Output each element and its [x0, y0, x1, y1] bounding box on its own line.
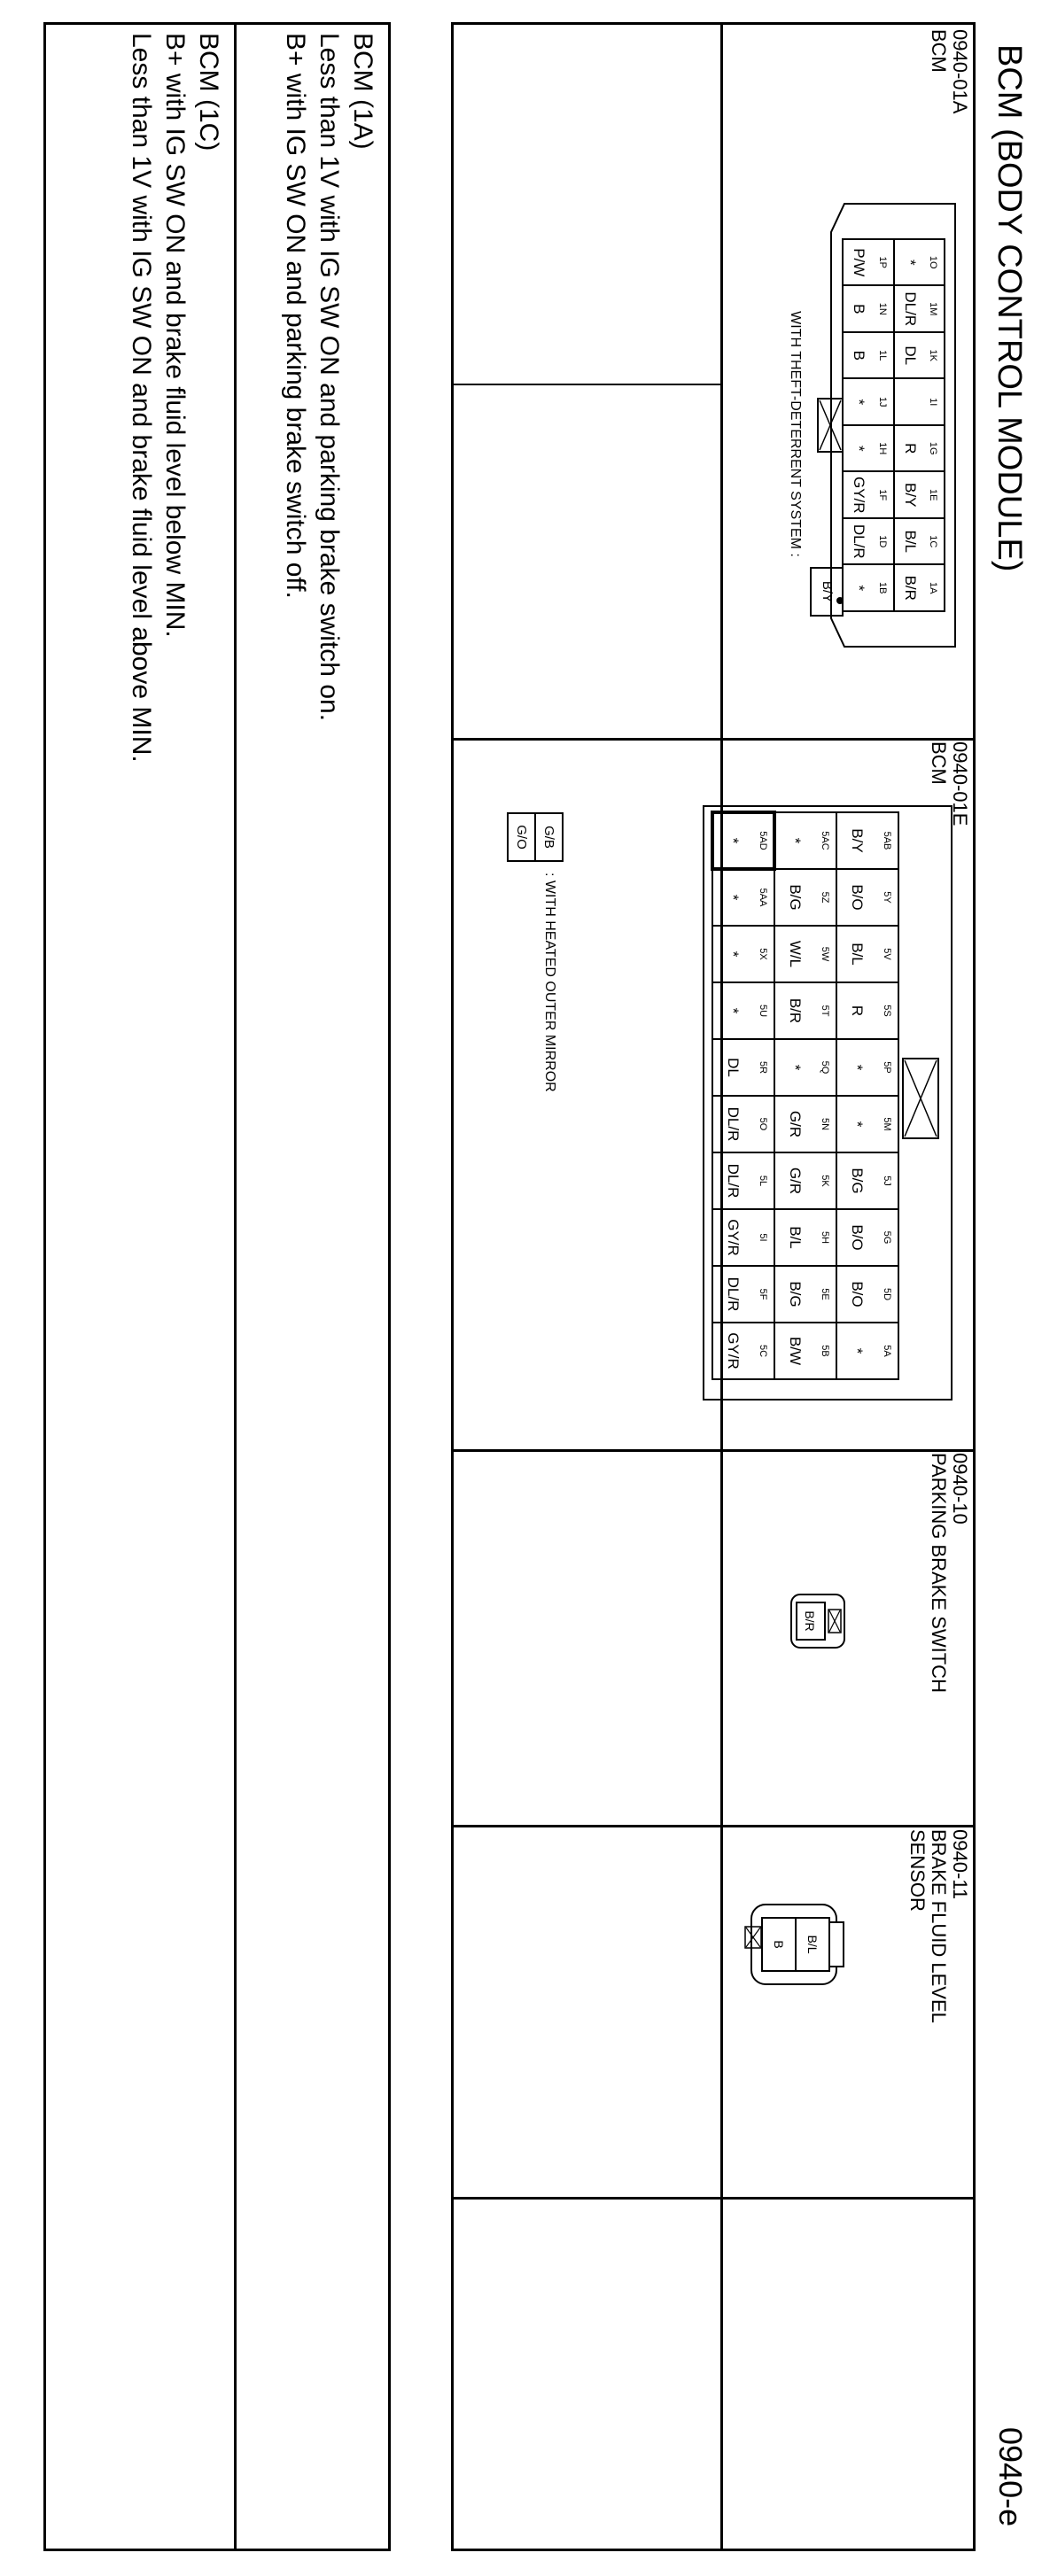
pin-number: 5W [820, 946, 830, 962]
pin-number: 5D [882, 1287, 892, 1301]
connector-name-01E: BCM [928, 741, 950, 785]
pin-number: 5M [882, 1117, 892, 1131]
pin-wire-color: * [787, 837, 804, 844]
pin-number: 5AD [758, 831, 768, 850]
pin-number: 5P [882, 1061, 892, 1074]
pin-number: 5N [820, 1117, 830, 1131]
pin-wire-color: B/L [902, 530, 919, 554]
pin-number: 5Y [882, 891, 892, 904]
pin-wire-color: B [851, 304, 867, 314]
pin-number: 5S [882, 1005, 892, 1017]
pin-wire-color: R [849, 1005, 866, 1017]
page-code: 0940-e [992, 2427, 1029, 2527]
connector-name-01A: BCM [928, 29, 950, 73]
pin-number: 1G [928, 441, 938, 455]
notes-divider [234, 25, 237, 2549]
pin-number: 5AA [758, 888, 768, 907]
pin-wire-color: B/Y [902, 483, 919, 508]
pin-number: 5B [820, 1345, 830, 1357]
heated-mirror-note: : WITH HEATED OUTER MIRROR [542, 873, 557, 1092]
pin-wire-color: DL/R [725, 1276, 742, 1312]
pin-number: 1A [928, 582, 938, 594]
pin-number: 5F [758, 1288, 768, 1300]
connector-code-01A: 0940-01A [949, 29, 971, 114]
pin-wire-color: B/Y [849, 828, 866, 853]
pin-wire-color: * [787, 1064, 804, 1071]
note-1-title: BCM (1A) [348, 33, 377, 150]
brake-fluid-wire-bl: B/L [805, 1935, 820, 1954]
pin-number: 5U [758, 1004, 768, 1018]
pin-number: 1E [928, 489, 938, 501]
table-divider-4 [454, 2197, 973, 2200]
page-title: BCM (BODY CONTROL MODULE) [991, 44, 1028, 572]
legend-box-01E [507, 812, 564, 862]
pin-wire-color: GY/R [725, 1332, 742, 1369]
legend-wire-gb: G/B [534, 814, 562, 860]
pin-number: 1K [928, 349, 938, 361]
pin-wire-color: G/R [787, 1167, 804, 1195]
note-2-line-1: B+ with IG SW ON and brake fluid level below MIN. [160, 33, 190, 638]
pin-wire-color: P/W [851, 248, 867, 277]
pin-wire-color: GY/R [725, 1219, 742, 1256]
legend-wire-go: G/O [514, 825, 529, 850]
pin-wire-color: * [725, 1007, 742, 1014]
pin-number: 5AC [820, 831, 830, 850]
table-divider-2 [454, 1449, 973, 1452]
pin-wire-color: * [725, 894, 742, 901]
pin-wire-color: B/G [787, 1281, 804, 1307]
brake-fluid-connector [741, 1896, 847, 1993]
pin-wire-color: B/L [787, 1226, 804, 1249]
pin-number: 1M [928, 302, 938, 316]
pin-number: 1H [877, 442, 888, 455]
pin-number: 1F [877, 489, 888, 501]
theft-deterrent-note: WITH THEFT-DETERRENT SYSTEM : [788, 311, 803, 557]
legend-wire-01A: B/Y [820, 580, 835, 603]
pin-number: 1O [928, 255, 938, 269]
pin-number: 5Z [820, 891, 830, 904]
pin-wire-color: B [851, 350, 867, 361]
pin-number: 5AB [882, 831, 892, 850]
pin-wire-color: DL/R [851, 524, 867, 559]
pin-wire-color: B/R [902, 575, 919, 601]
pin-wire-color: DL/R [725, 1163, 742, 1199]
pin-number: 5O [758, 1117, 768, 1131]
parking-brake-wire: B/R [803, 1610, 817, 1632]
note-1-line-1: Less than 1V with IG SW ON and parking brake switch on. [315, 33, 344, 722]
pin-wire-color: W/L [787, 940, 804, 968]
pin-wire-color: * [849, 1064, 866, 1071]
pin-number: 5C [758, 1344, 768, 1358]
pin-number: 5G [882, 1230, 892, 1245]
pin-wire-color: B/G [849, 1168, 866, 1194]
pin-wire-color: * [851, 445, 867, 452]
note-2-title: BCM (1C) [194, 33, 223, 151]
pin-wire-color: B/G [787, 884, 804, 911]
pin-wire-color: G/R [787, 1110, 804, 1138]
pin-number: 5R [758, 1060, 768, 1075]
pin-number: 5K [820, 1175, 830, 1187]
pin-wire-color: DL/R [902, 291, 919, 327]
pin-number: 5Q [820, 1060, 830, 1075]
connector-code-11: 0940-11 [949, 1829, 971, 1900]
pin-number: 5I [758, 1233, 768, 1242]
brake-fluid-wire-b: B [772, 1940, 786, 1949]
pin-wire-color: DL/R [725, 1106, 742, 1142]
pin-number: 1N [877, 302, 888, 315]
connector-code-01E: 0940-01E [949, 741, 971, 826]
pin-number: 1L [877, 350, 888, 361]
pin-number: 1P [877, 256, 888, 268]
pin-wire-color: * [849, 1347, 866, 1354]
pin-wire-color: DL [902, 345, 919, 366]
table-divider-1 [454, 738, 973, 741]
pin-wire-color: * [902, 259, 919, 266]
table-divider-left-partial [451, 384, 723, 385]
pin-wire-color: B/O [849, 1224, 866, 1251]
pin-wire-color: R [902, 443, 919, 454]
pin-number: 1I [928, 398, 938, 407]
pin-number: 5T [820, 1005, 830, 1017]
pin-number: 5H [820, 1230, 830, 1245]
pin-number: 5L [758, 1175, 768, 1187]
note-2-line-2: Less than 1V with IG SW ON and brake fluid level above MIN. [127, 33, 156, 763]
note-1-line-2: B+ with IG SW ON and parking brake switch off. [281, 33, 310, 599]
pin-wire-color: * [851, 399, 867, 406]
pin-wire-color: B/O [849, 884, 866, 911]
pin-number: 1B [877, 582, 888, 594]
pin-wire-color: DL [725, 1058, 742, 1077]
pin-wire-color: * [725, 950, 742, 958]
connector-name-10: PARKING BRAKE SWITCH [928, 1453, 950, 1693]
parking-brake-connector [781, 1590, 851, 1652]
pin-number: 1C [928, 535, 938, 548]
pin-number: 1D [877, 535, 888, 548]
connector-diagram-01E [686, 793, 969, 1413]
pin-number: 5X [758, 948, 768, 960]
pin-wire-color: B/O [849, 1281, 866, 1307]
pin-number: 5E [820, 1288, 830, 1300]
pin-number: 5J [882, 1175, 892, 1186]
pin-wire-color: B/W [787, 1336, 804, 1366]
pin-wire-color: GY/R [851, 476, 867, 514]
connector-code-10: 0940-10 [949, 1453, 971, 1525]
pin-wire-color: B/L [849, 943, 866, 966]
pin-wire-color: B/R [787, 997, 804, 1024]
pin-number: 5A [882, 1345, 892, 1357]
pin-wire-color: * [851, 585, 867, 592]
pin-number: 1J [877, 396, 888, 407]
connector-name-11-line1: BRAKE FLUID LEVEL [928, 1829, 950, 2023]
connector-name-11-line2: SENSOR [906, 1829, 929, 1912]
pin-wire-color: * [725, 837, 742, 844]
pin-wire-color: * [849, 1121, 866, 1128]
table-divider-3 [454, 1825, 973, 1827]
pin-number: 5V [882, 948, 892, 960]
legend-box-01A [810, 567, 844, 617]
